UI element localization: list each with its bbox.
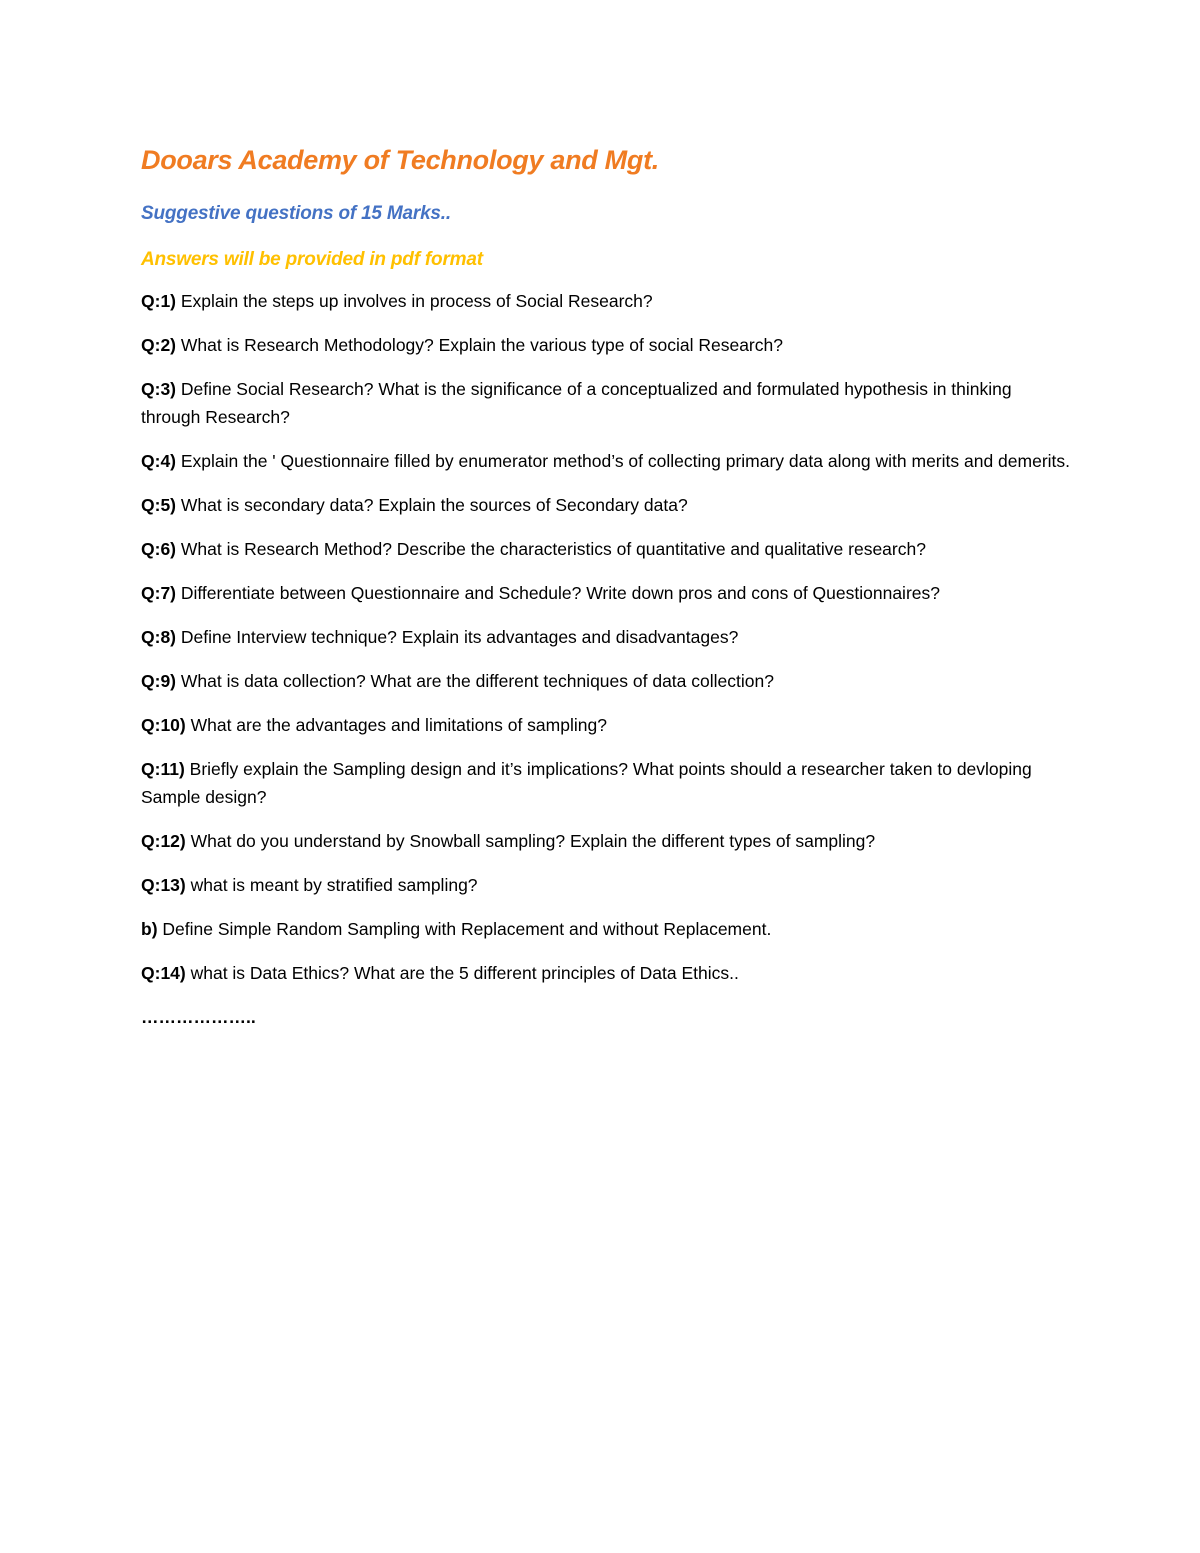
answers-note: Answers will be provided in pdf format [141,249,483,270]
question-text: Define Social Research? What is the significance of a conceptualized and formulated hypothesis in thinking through Research? [141,379,1012,427]
question-number: Q:7) [141,583,176,603]
question-item [141,287,1071,315]
question-number: Q:2) [141,335,176,355]
question-number: Q:11) [141,759,185,779]
question-item [141,331,1071,359]
question-text: Explain the steps up involves in process of Social Research? [176,291,653,311]
ending-dots: ……………….. [141,1007,256,1027]
question-item [141,535,1071,563]
question-text: Explain the ' Questionnaire filled by enumerator method’s of collecting primary data along with merits and demerits. [176,451,1071,471]
question-text: Differentiate between Questionnaire and Schedule? Write down pros and cons of Questionnaires? [176,583,940,603]
question-number: Q:14) [141,963,186,983]
question-item [141,667,1071,695]
document-page [141,142,1071,1031]
question-item [141,959,1071,987]
question-number: Q:8) [141,627,176,647]
question-item [141,375,1071,431]
question-number: Q:12) [141,831,186,851]
question-item [141,871,1071,899]
questions-subtitle: Suggestive questions of 15 Marks.. [141,203,451,224]
question-text: what is Data Ethics? What are the 5 different principles of Data Ethics.. [185,963,739,983]
question-text: what is meant by stratified sampling? [185,875,478,895]
question-number: Q:10) [141,715,186,735]
question-number: Q:1) [141,291,176,311]
question-item [141,491,1071,519]
question-text: What are the advantages and limitations of sampling? [185,715,607,735]
question-number: Q:4) [141,451,176,471]
question-number: Q:13) [141,875,186,895]
question-number: Q:9) [141,671,176,691]
question-item [141,915,1071,943]
question-item [141,447,1071,475]
question-text: Briefly explain the Sampling design and it’s implications? What points should a researcher taken to devloping Sample design? [141,759,1032,807]
question-text: Define Simple Random Sampling with Replacement and without Replacement. [157,919,772,939]
question-number: Q:5) [141,495,176,515]
question-item [141,827,1071,855]
question-text: What is secondary data? Explain the sources of Secondary data? [176,495,688,515]
question-text: What is Research Method? Describe the characteristics of quantitative and qualitative research? [176,539,926,559]
question-number: Q:3) [141,379,176,399]
question-number: b) [141,919,158,939]
question-item [141,579,1071,607]
question-text: What do you understand by Snowball sampling? Explain the different types of sampling? [185,831,876,851]
question-text: What is Research Methodology? Explain the various type of social Research? [176,335,783,355]
question-item [141,623,1071,651]
question-item [141,755,1071,811]
question-text: Define Interview technique? Explain its advantages and disadvantages? [176,627,739,647]
question-text: What is data collection? What are the different techniques of data collection? [176,671,774,691]
question-item [141,711,1071,739]
institution-title: Dooars Academy of Technology and Mgt. [141,145,659,175]
question-number: Q:6) [141,539,176,559]
